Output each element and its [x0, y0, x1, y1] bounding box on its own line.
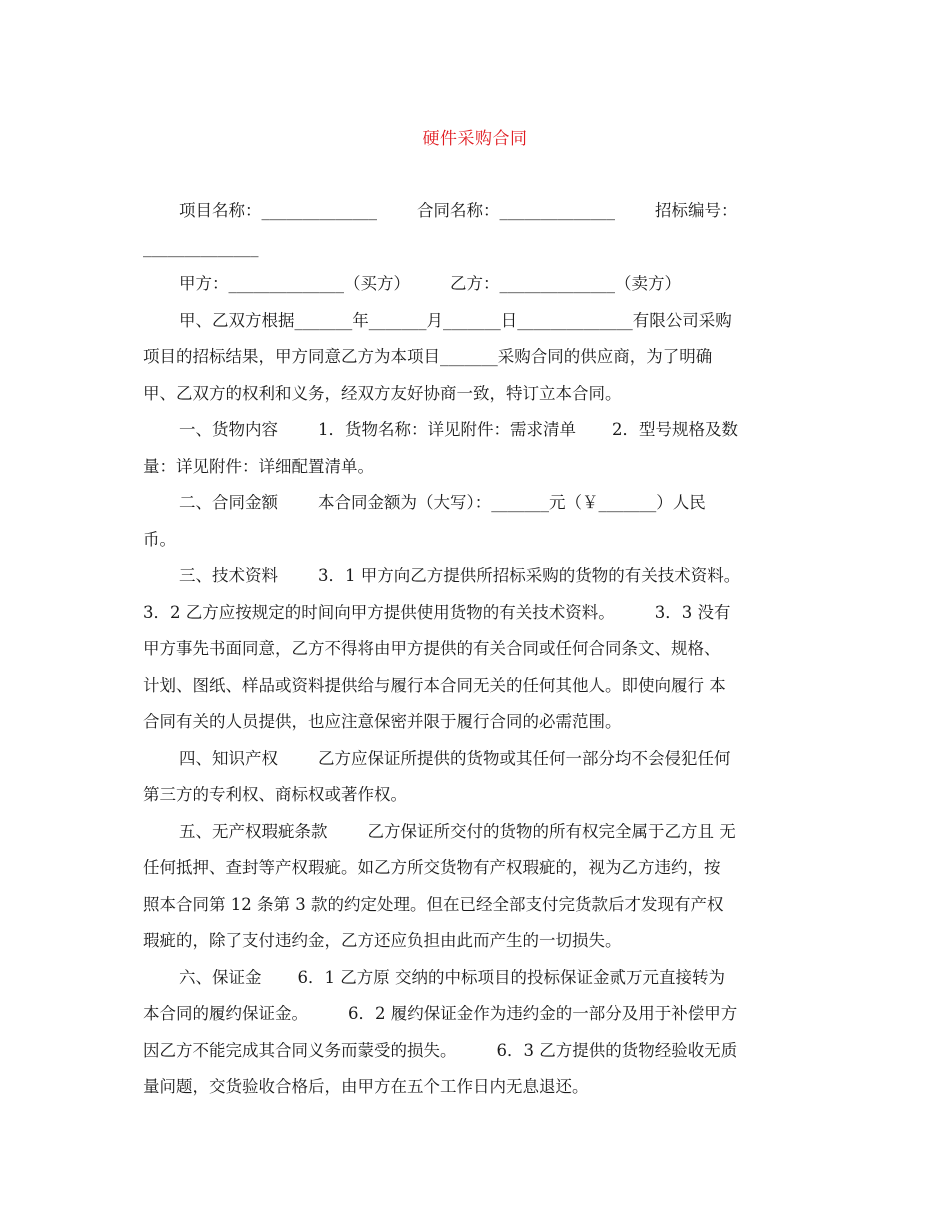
section-3-line-5: 合同有关的人员提供，也应注意保密并限于履行合同的必需范围。	[143, 712, 622, 731]
project-name-field: 项目名称：______________	[179, 201, 377, 220]
section-2-heading: 二、合同金额	[179, 493, 278, 512]
section-5-line-4: 瑕疵的，除了支付违约金，乙方还应负担由此而产生的一切损失。	[143, 931, 622, 950]
party-a-field: 甲方：______________（买方）	[179, 274, 410, 293]
section-5-line-3: 照本合同第 12 条第 3 款的约定处理。但在已经全部支付完货款后才发现有产权	[143, 894, 724, 914]
section-3-line-1	[143, 558, 813, 595]
parties-line	[143, 266, 813, 303]
section-3-item-1: 3．1 甲方向乙方提供所招标采购的货物的有关技术资料。	[318, 566, 741, 585]
section-4-text: 乙方应保证所提供的货物或其任何一部分均不会侵犯任何	[318, 748, 731, 768]
party-b-field: 乙方：______________（卖方）	[450, 274, 681, 293]
header-fields	[143, 193, 813, 230]
section-6-text: 6．1 乙方原 交纳的中标项目的投标保证金贰万元直接转为	[297, 967, 725, 987]
intro-line-3: 甲、乙双方的权利和义务，经双方友好协商一致，特订立本合同。	[143, 383, 622, 403]
document-title: 硬件采购合同	[422, 129, 528, 149]
section-1-heading: 一、货物内容	[179, 420, 278, 439]
section-6-line-3	[143, 1033, 813, 1070]
section-6-line-1	[143, 960, 813, 997]
section-1-item-2: 2．型号规格及数	[612, 420, 738, 439]
bid-number-field: 招标编号：	[655, 201, 738, 220]
section-5-line-1	[143, 814, 813, 851]
section-3-heading: 三、技术资料	[179, 566, 278, 585]
section-6-item-3: 6．3 乙方提供的货物经验收无质	[496, 1040, 738, 1060]
section-1-line-1	[143, 412, 813, 449]
section-4-line-1	[143, 741, 813, 778]
contract-name-field: 合同名称：______________	[417, 201, 615, 220]
bid-number-blank: ______________	[143, 237, 259, 257]
section-2-line-2: 币。	[143, 529, 176, 549]
section-3-line-2	[143, 595, 813, 632]
section-3-line-3: 甲方事先书面同意，乙方不得将由甲方提供的有关合同或任何合同条文、规格、	[143, 639, 721, 658]
section-6-heading: 六、保证金	[179, 967, 262, 987]
contract-body	[143, 193, 813, 1106]
section-5-text: 乙方保证所交付的货物的所有权完全属于乙方且 无	[367, 821, 736, 841]
section-3-line-4: 计划、图纸、样品或资料提供给与履行本合同无关的任何其他人。即使向履行 本	[143, 675, 726, 695]
section-3-item-3: 3．3 没有	[654, 602, 731, 622]
section-3-item-2: 3．2 乙方应按规定的时间向甲方提供使用货物的有关技术资料。	[143, 602, 615, 622]
section-2-text: 本合同金额为（大写）：_______元（￥_______）人民	[318, 493, 706, 512]
section-1-line-2: 量：详见附件：详细配置清单。	[143, 456, 374, 476]
section-5-heading: 五、无产权瑕疵条款	[179, 821, 328, 841]
section-6-item-1-end: 本合同的履约保证金。	[143, 1004, 308, 1023]
section-4-heading: 四、知识产权	[179, 748, 278, 768]
section-2-line-1	[143, 485, 813, 522]
section-5-line-2: 任何抵押、查封等产权瑕疵。如乙方所交货物有产权瑕疵的，视为乙方违约，按	[143, 858, 721, 877]
intro-line-2: 项目的招标结果，甲方同意乙方为本项目_______采购合同的供应商，为了明确	[143, 347, 713, 366]
section-6-item-2: 6．2 履约保证金作为违约金的一部分及用于补偿甲方	[348, 1004, 738, 1023]
section-6-line-4: 量问题，交货验收合格后，由甲方在五个工作日内无息退还。	[143, 1077, 589, 1096]
section-6-item-2-end: 因乙方不能完成其合同义务而蒙受的损失。	[143, 1040, 457, 1060]
intro-line-1: 甲、乙双方根据_______年_______月_______日______________有限公司采购	[179, 310, 732, 330]
section-4-line-2: 第三方的专利权、商标权或著作权。	[143, 785, 407, 804]
section-6-line-2	[143, 996, 813, 1033]
section-1-item-1: 1．货物名称：详见附件：需求清单	[318, 420, 576, 439]
